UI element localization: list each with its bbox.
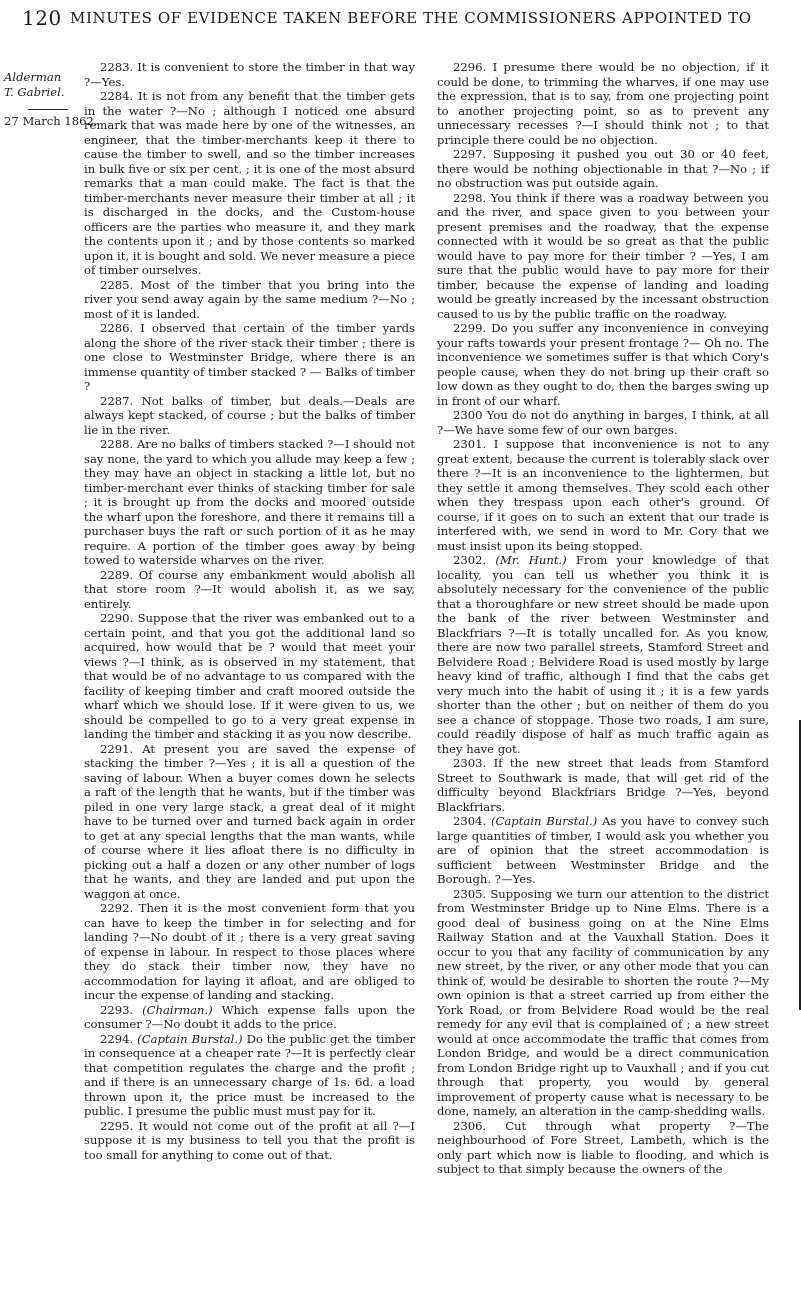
testimony-paragraph <box>437 321 769 408</box>
question-number: 2288. <box>100 437 134 451</box>
right-text-column <box>437 60 769 1177</box>
testimony-paragraph <box>437 1119 769 1177</box>
testimony-paragraph <box>84 568 415 612</box>
testimony-date: 27 March 1862. <box>4 114 98 128</box>
question-answer-text: At present you are saved the expense of stacking the timber ?—Yes ; it is all a question of the saving of labour. When a buyer comes down he selects a raft of the length that he wants, but if the timber was piled in one very large stack, a great deal of it might have to be turned over and turned back again in order to get at any special lengths that the man wants, while of course where it lies afloat there is no difficulty in picking out a half a dozen or any other number of logs that he wants, and they are landed and put upon the waggon at once. <box>84 741 415 901</box>
question-answer-text: If the new street that leads from Stamford Street to Southwark is made, that will get rid of the difficulty beyond Blackfriars Bridge ?—Yes, beyond Blackfriars. <box>437 756 769 814</box>
question-answer-text: As you have to convey such large quantities of timber, I would ask you whether you are of opinion that the street accommodation is sufficient between Westminster Bridge and the Borough. ?—Yes. <box>437 814 770 886</box>
testimony-paragraph <box>84 437 415 568</box>
speaker-name: (Captain Burstal.) <box>491 814 598 828</box>
question-number: 2304. <box>453 814 487 828</box>
witness-role: Alderman <box>4 70 62 84</box>
testimony-paragraph <box>437 408 769 437</box>
question-number: 2290. <box>100 611 134 625</box>
question-number: 2294. <box>100 1031 134 1046</box>
testimony-paragraph <box>437 60 769 147</box>
testimony-paragraph <box>437 553 769 756</box>
question-answer-text: It would not come out of the profit at all ?—I suppose it is my business to tell you that the profit is too small for anything to come out of that. <box>84 1118 416 1162</box>
question-answer-text: Do the public get the timber in consequence at a cheaper rate ?—It is perfectly clear that competition regulates the charge and the profit ; and if there is an unnecessary charge of 1s. 6d. a load thrown upon it, the price must be increased to the public. I presume the public must must pay for it. <box>84 1031 416 1118</box>
question-number: 2289. <box>100 567 134 582</box>
testimony-paragraph <box>84 901 415 1003</box>
witness-name: T. Gabriel. <box>4 84 65 99</box>
question-number: 2287. <box>100 393 134 408</box>
testimony-paragraph <box>84 611 415 742</box>
question-number: 2306. <box>453 1118 487 1133</box>
question-answer-text: I presume there would be no objection, if it could be done, to trimming the wharves, if one may use the expression, that is to say, from one projecting point to another projecting point, so as to prevent any unnecessary recesses ?—I should think not ; to that principle there could be no objection. <box>437 60 770 147</box>
testimony-paragraph <box>84 742 415 902</box>
left-text-column <box>84 60 415 1162</box>
speaker-name: (Mr. Hunt.) <box>495 553 567 567</box>
testimony-paragraph <box>84 394 415 438</box>
question-number: 2301. <box>453 437 487 451</box>
question-number: 2297. <box>453 147 487 161</box>
testimony-paragraph <box>84 1032 415 1119</box>
question-number: 2283. <box>100 60 134 74</box>
testimony-paragraph <box>437 191 769 322</box>
page-number: 120 <box>22 6 62 30</box>
question-number: 2302. <box>453 553 487 567</box>
question-answer-text: Of course any embankment would abolish all that store room ?—It would abolish it, as we say, entirely. <box>84 567 415 611</box>
testimony-paragraph <box>437 756 769 814</box>
question-number: 2293. <box>100 1002 134 1017</box>
question-answer-text: Do you suffer any inconvenience in conveying your rafts towards your present frontage ?— Oh no. The inconvenience we sometimes suffer is that which Cory's people cause, when they do not bring up their craft so low down as they ought to do, then the barges swing up in front of our wharf. <box>437 321 769 408</box>
question-number: 2296. <box>453 60 487 74</box>
testimony-paragraph <box>84 1003 415 1032</box>
question-answer-text: Supposing it pushed you out 30 or 40 feet, there would be nothing objectionable in that ?—No ; if no obstruction was put outside again. <box>437 147 769 190</box>
question-number: 2284. <box>100 89 134 103</box>
question-answer-text: Cut through what property ?—The neighbourhood of Fore Street, Lambeth, which is the only part which now is liable to flooding, and which is subject to that simply because the owners of the <box>437 1118 769 1176</box>
margin-rule <box>28 109 68 110</box>
question-answer-text: You think if there was a roadway between you and the river, and space given to you between your present premises and the roadway, that the expense connected with it would be so great as that the public would have to pay more for their timber ? —Yes, I am sure that the public would have to pay more for their timber, because the expense of landing and loading would be greatly increased by the incessant obstruction caused to us by the public traffic on the roadway. <box>437 190 770 321</box>
testimony-paragraph <box>84 1119 415 1163</box>
question-number: 2292. <box>100 901 134 915</box>
page-header <box>0 6 801 32</box>
question-answer-text: It is convenient to store the timber in that way ?—Yes. <box>84 60 416 89</box>
question-answer-text: Which expense falls upon the consumer ?—No doubt it adds to the price. <box>84 1002 416 1031</box>
question-number: 2300 <box>453 408 483 422</box>
question-answer-text: Suppose that the river was embanked out to a certain point, and that you got the additional land so acquired, how would that be ? would that meet your views ?—I think, as is observed in my statement, that that would be of no advantage to us compared with the facility of keeping timber and craft moored outside the wharf which we should lose. If it were given to us, we should be compelled to go to a very great expense in landing the timber and stacking it as you now describe. <box>84 611 415 741</box>
question-answer-text: Not balks of timber, but deals.—Deals are always kept stacked, of course ; but the balks of timber lie in the river. <box>84 393 415 437</box>
question-number: 2298. <box>453 190 487 205</box>
question-number: 2299. <box>453 321 487 335</box>
testimony-paragraph <box>84 321 415 394</box>
speaker-name: (Captain Burstal.) <box>137 1031 243 1046</box>
question-number: 2291. <box>100 741 134 756</box>
question-answer-text: Most of the timber that you bring into the river you send away again by the same medium ?—No ; most of it is landed. <box>84 277 415 321</box>
question-answer-text: Then it is the most convenient form that you can have to keep the timber in for selecting and for landing ?—No doubt of it ; there is a very great saving of expense in labour. In respect to those places where they do stack their timber now, they have no accommodation for laying it afloat, and are obliged to incur the expense of landing and stacking. <box>84 901 416 1002</box>
question-answer-text: I observed that certain of the timber yards along the shore of the river stack their timber ; there is one close to Westminster Bridge, where there is an immense quantity of timber stacked ? — Balks of timber ? <box>84 321 416 393</box>
question-number: 2305. <box>453 886 487 901</box>
question-number: 2285. <box>100 277 134 292</box>
question-answer-text: From your knowledge of that locality, you can tell us whether you think it is absolutely necessary for the convenience of the public that a thoroughfare or new street should be made upon the bank of the river between Westminster and Blackfriars ?—It is totally uncalled for. As you know, there are now two parallel streets, Stamford Street and Belvidere Road ; Belvidere Road is used mostly by large heavy kind of traffic, although I find that the cabs get very much into the habit of using it ; it is a few yards shorter than the other ; but on neither of them do you see a chance of stoppage. Those two roads, I am sure, could readily dispose of half as much traffic again as they have got. <box>437 553 770 756</box>
question-answer-text: Are no balks of timbers stacked ?—I should not say none, the yard to which you allude may keep a few ; they may have an object in stacking a little lot, but no timber-merchant ever thinks of stacking timber for sale ; it is brought up from the docks and moored outside the wharf upon the foreshore, and there it remains till a purchaser buys the raft or such portion of it as he may require. A portion of the timber goes away by being towed to waterside wharves on the river. <box>84 437 415 567</box>
testimony-paragraph <box>437 437 769 553</box>
testimony-paragraph <box>84 278 415 322</box>
question-answer-text: You do not do anything in barges, I think, at all ?—We have some few of our own barges. <box>437 408 769 437</box>
question-answer-text: I suppose that inconvenience is not to any great extent, because the current is tolerably slack over there ?—It is an inconvenience to the lightermen, but they settle it among themselves. They scold each other when they trespass upon each other's ground. Of course, if it goes on to such an extent that our trade is interfered with, we send in word to Mr. Cory that we must insist upon its being stopped. <box>437 437 769 553</box>
question-answer-text: It is not from any benefit that the timber gets in the water ?—No ; although I noticed one absurd remark that was made here by one of the witnesses, an engineer, that the timber-merchants keep it there to cause the timber to swell, and so the timber increases in bulk five or six per cent. ; it is one of the most absurd remarks that a man could make. The fact is that the timber-merchants never measure their timber at all ; it is discharged in the docks, and the Custom-house officers are the parties who measure it, and they mark the contents upon it ; and by those contents so marked upon it, it is bought and sold. We never measure a piece of timber ourselves. <box>84 89 416 277</box>
testimony-paragraph <box>437 814 769 887</box>
witness-margin-note <box>4 70 98 129</box>
running-title: MINUTES OF EVIDENCE TAKEN BEFORE THE COMMISSIONERS APPOINTED TO <box>70 9 752 27</box>
testimony-paragraph <box>437 887 769 1119</box>
speaker-name: (Chairman.) <box>142 1002 213 1017</box>
question-number: 2286. <box>100 321 134 335</box>
question-number: 2295. <box>100 1118 134 1133</box>
question-answer-text: Supposing we turn our attention to the district from Westminster Bridge up to Nine Elms. There is a good deal of business going on at the Nine Elms Railway Station and at the Vauxhall Station. Does it occur to you that any facility of communication by any new street, by the river, or any other mode that you can think of, would be desirable to shorten the route ?—My own opinion is that a street carried up from either the York Road, or from Belvidere Road would be the real remedy for any evil that is complained of ; a new street would at once accommodate the traffic that comes from London Bridge, and would be a direct communication from London Bridge right up to Vauxhall ; and if you cut through that property, you would by general improvement of property cause what is necessary to be done, namely, an alteration in the camp-shedding walls. <box>437 886 770 1118</box>
testimony-paragraph <box>84 89 415 278</box>
testimony-paragraph <box>437 147 769 191</box>
testimony-paragraph <box>84 60 415 89</box>
question-number: 2303. <box>453 756 487 770</box>
